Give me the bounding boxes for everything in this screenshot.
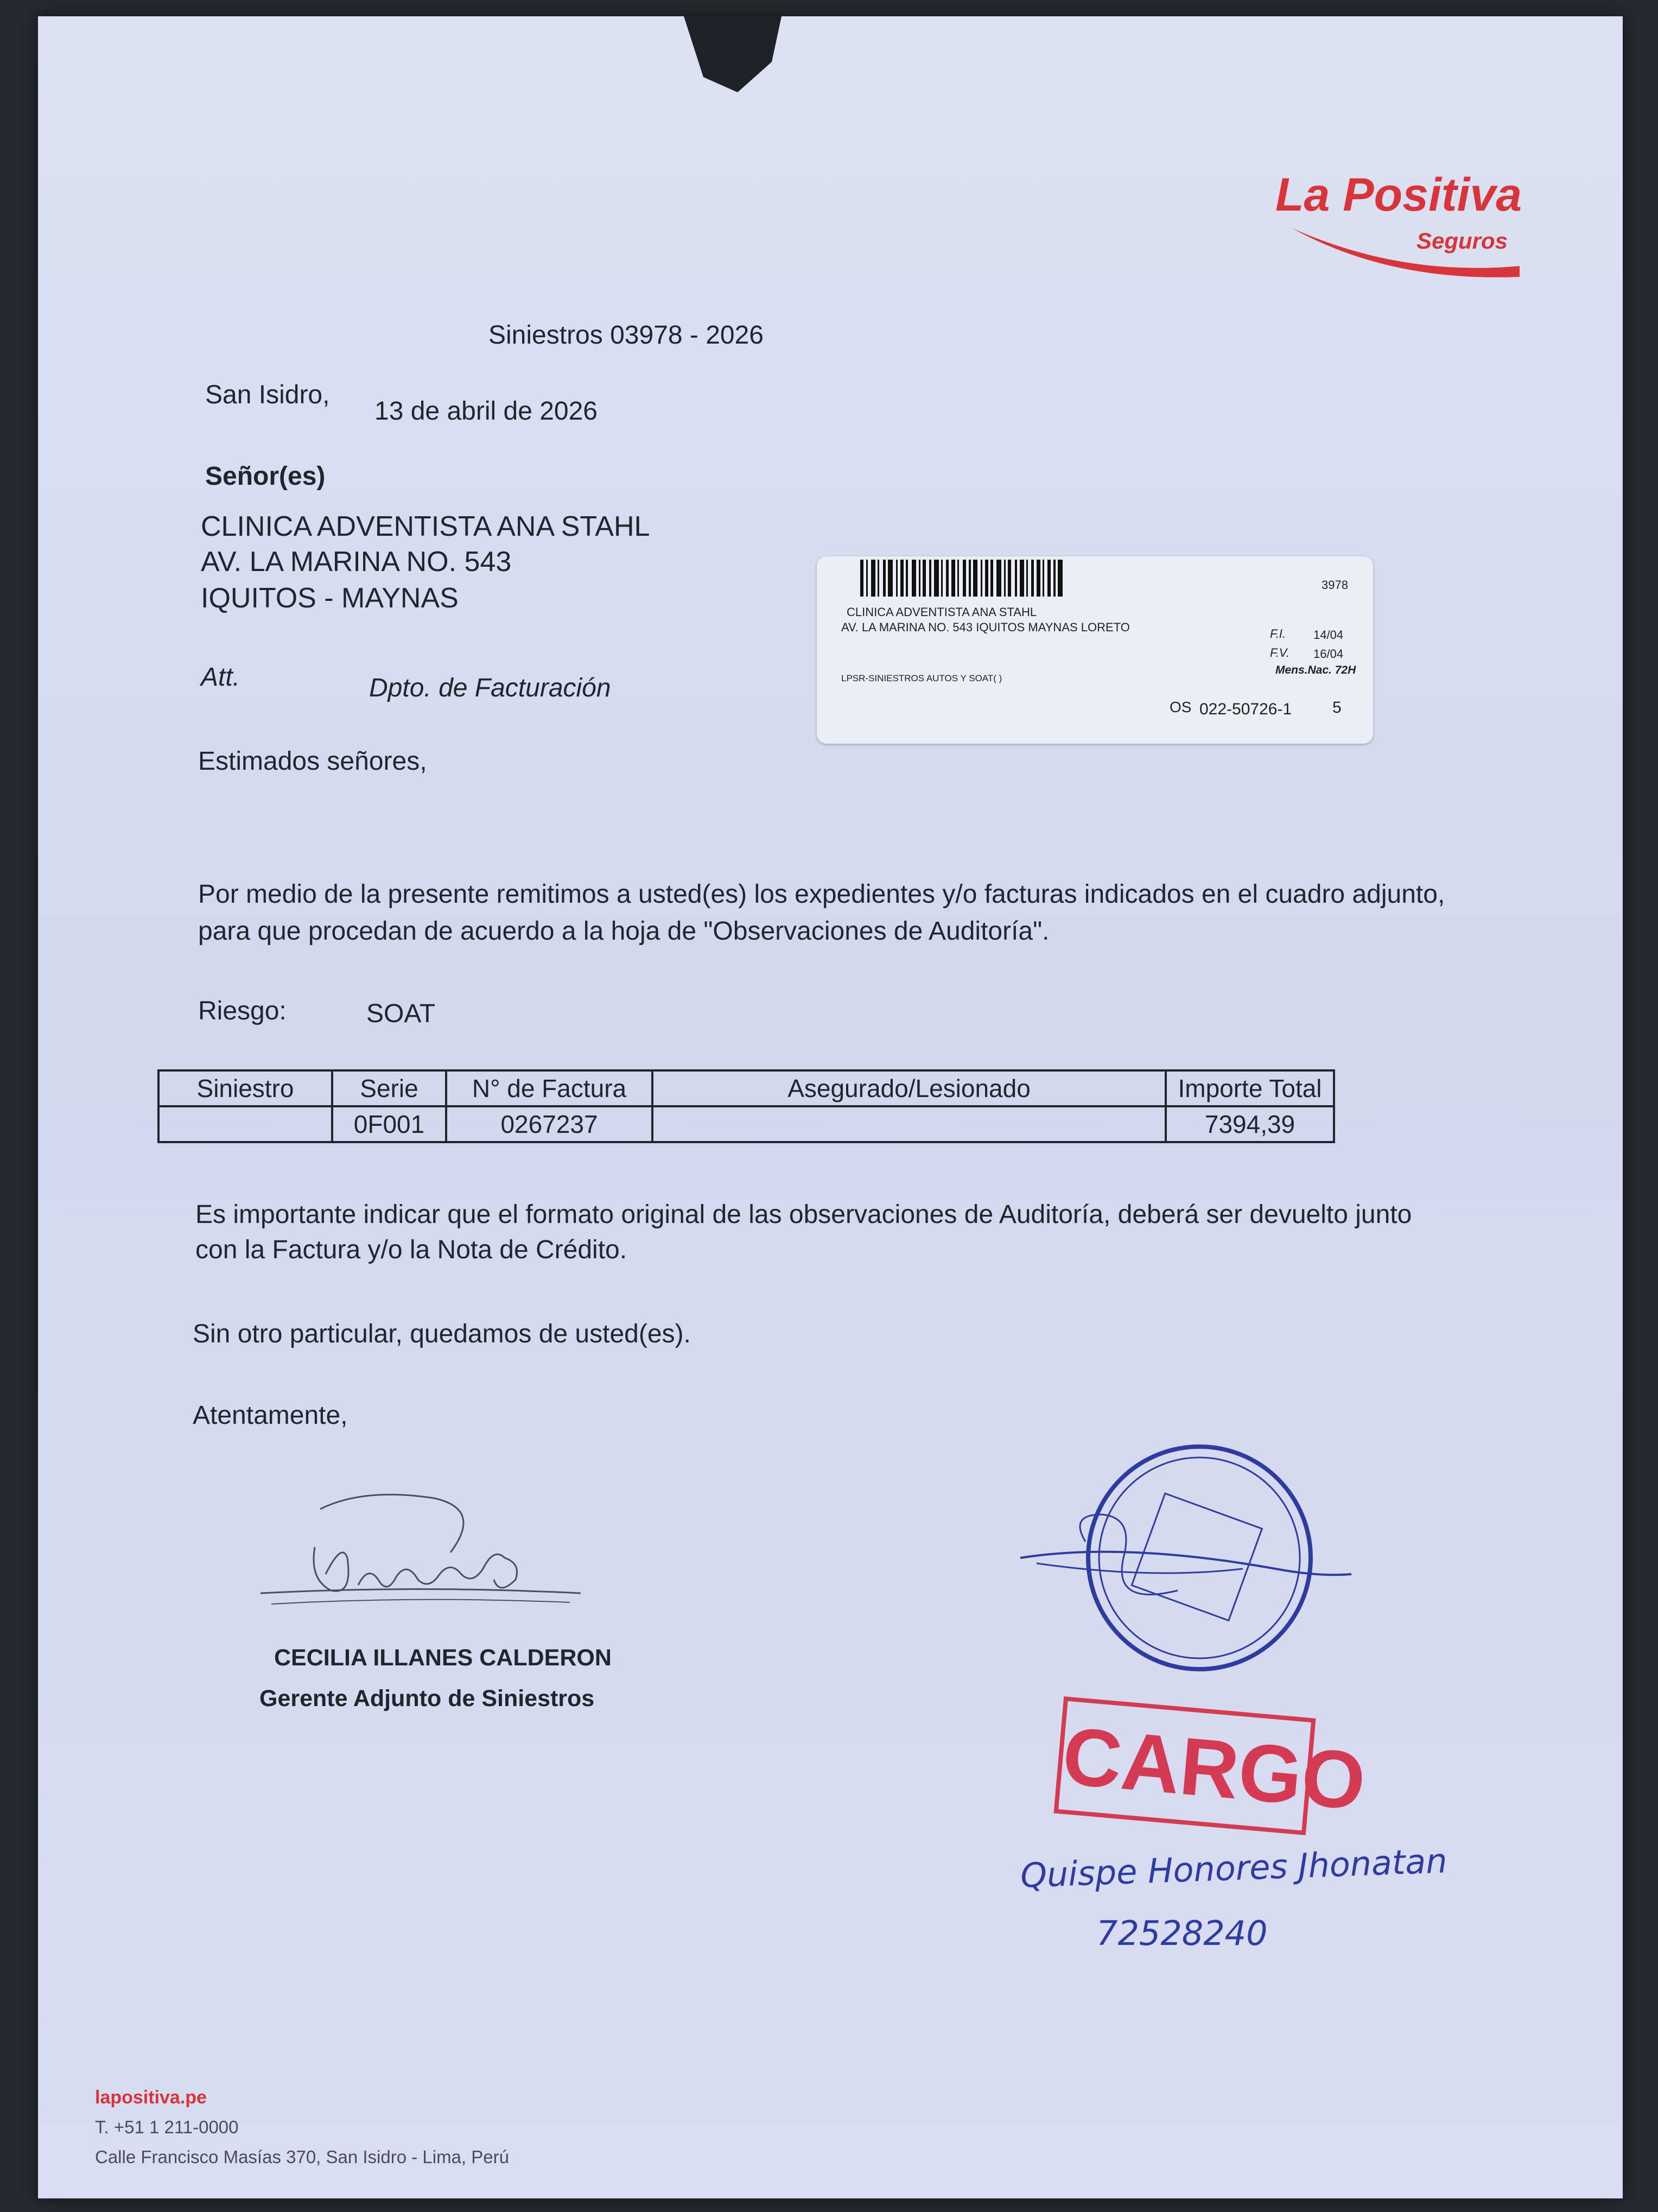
cargo-stamp: CARGO <box>1053 1696 1316 1835</box>
label-mens: Mens.Nac. 72H <box>1275 664 1356 676</box>
cell-siniestro <box>158 1106 332 1142</box>
riesgo-label: Riesgo: <box>198 997 287 1025</box>
signature-icon <box>255 1487 592 1628</box>
greeting: Estimados señores, <box>198 747 427 776</box>
reference-number: Siniestros 03978 - 2026 <box>488 321 764 350</box>
cell-importe: 7394,39 <box>1166 1106 1334 1142</box>
city: San Isidro, <box>205 381 330 409</box>
closing-line: Sin otro particular, quedamos de usted(es). <box>193 1320 691 1348</box>
header-asegurado: Asegurado/Lesionado <box>652 1070 1166 1106</box>
att-label: Att. <box>201 663 240 692</box>
riesgo-value: SOAT <box>366 999 436 1028</box>
company-logo: La Positiva <box>1275 169 1522 221</box>
label-fi: F.I. <box>1270 627 1286 641</box>
barcode-icon <box>860 560 1153 597</box>
label-address: AV. LA MARINA NO. 543 IQUITOS MAYNAS LORETO <box>841 620 1130 634</box>
header-importe: Importe Total <box>1166 1070 1334 1106</box>
header-factura: N° de Factura <box>446 1070 652 1106</box>
table-header-row <box>158 1070 1334 1106</box>
label-os-value: 022-50726-1 <box>1199 700 1292 718</box>
logo-subtitle: Seguros <box>1416 228 1508 253</box>
paragraph-1-line-2: para que procedan de acuerdo a la hoja de "Observaciones de Auditoría". <box>198 917 1050 946</box>
torn-corner <box>684 16 782 92</box>
label-fi-value: 14/04 <box>1313 628 1344 642</box>
signatory-name: CECILIA ILLANES CALDERON <box>274 1645 612 1671</box>
table-row <box>158 1106 1334 1142</box>
cell-serie: 0F001 <box>332 1106 446 1142</box>
paragraph-1-line-1: Por medio de la presente remitimos a usted(es) los expedientes y/o facturas indicados en el cuadro adjunto, <box>198 880 1445 909</box>
sign-off: Atentamente, <box>193 1401 348 1430</box>
header-siniestro: Siniestro <box>158 1070 332 1106</box>
recipient-address: AV. LA MARINA NO. 543 <box>201 546 512 578</box>
recipient-city: IQUITOS - MAYNAS <box>201 582 459 614</box>
footer-website[interactable]: lapositiva.pe <box>95 2087 207 2108</box>
cell-asegurado <box>652 1106 1166 1142</box>
footer-address: Calle Francisco Masías 370, San Isidro - Lima, Perú <box>95 2147 509 2167</box>
label-os: OS <box>1170 699 1192 715</box>
date: 13 de abril de 2026 <box>374 397 598 426</box>
label-fv-value: 16/04 <box>1313 647 1344 661</box>
header-serie: Serie <box>332 1070 446 1106</box>
signatory-role: Gerente Adjunto de Siniestros <box>259 1685 595 1712</box>
barcode-label <box>817 556 1373 744</box>
label-category: LPSR-SINIESTROS AUTOS Y SOAT( ) <box>841 673 1002 683</box>
paragraph-2-line-1: Es importante indicar que el formato original de las observaciones de Auditoría, deberá ser devuelto junto <box>195 1200 1412 1229</box>
label-clinic: CLINICA ADVENTISTA ANA STAHL <box>847 605 1037 619</box>
reception-seal-icon <box>1015 1433 1362 1694</box>
cell-factura: 0267237 <box>446 1106 652 1142</box>
label-count: 5 <box>1332 699 1342 717</box>
claims-table <box>157 1069 1335 1143</box>
handwritten-name: Quispe Honores Jhonatan <box>1019 1841 1448 1896</box>
handwritten-id: 72528240 <box>1096 1913 1268 1953</box>
recipient-name: CLINICA ADVENTISTA ANA STAHL <box>201 511 650 542</box>
footer-phone: T. +51 1 211-0000 <box>95 2117 239 2137</box>
att-department: Dpto. de Facturación <box>369 674 611 702</box>
salutation-title: Señor(es) <box>205 462 326 491</box>
paragraph-2-line-2: con la Factura y/o la Nota de Crédito. <box>195 1235 627 1264</box>
label-corner-number: 3978 <box>1322 578 1348 592</box>
label-fv: F.V. <box>1270 646 1289 660</box>
